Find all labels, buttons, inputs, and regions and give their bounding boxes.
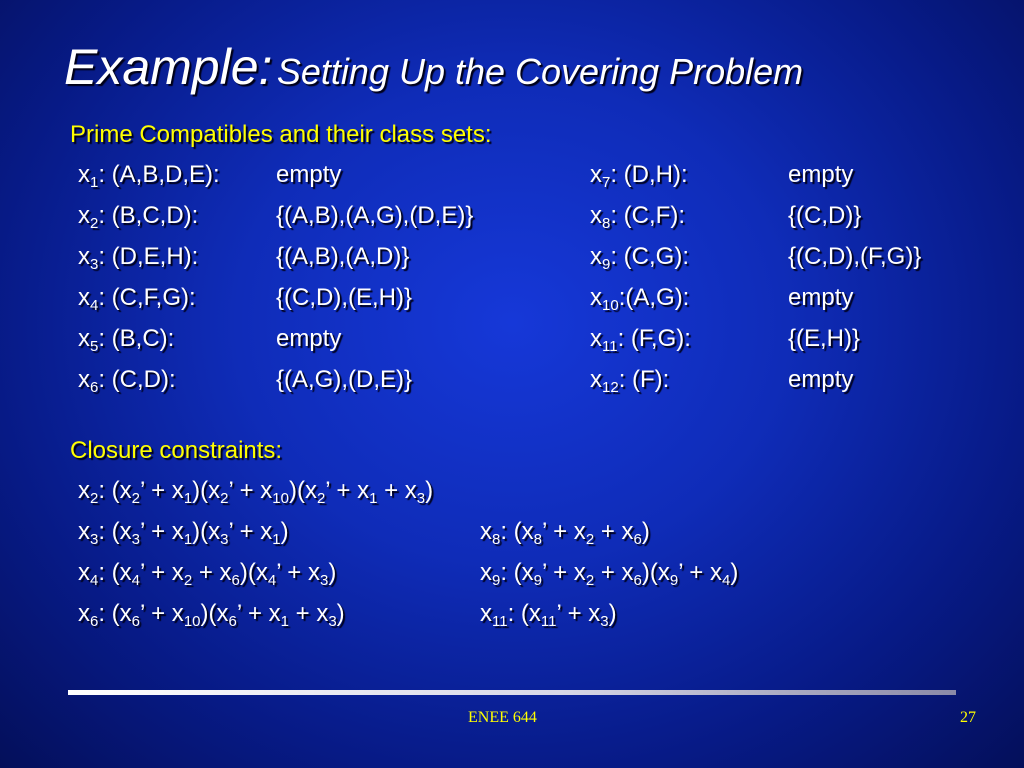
prime-compatible <box>590 202 685 230</box>
expression-text: x <box>480 559 492 586</box>
footer-page-number: 27 <box>960 709 976 726</box>
expression-text: + x <box>288 600 329 627</box>
closure-constraint <box>480 518 650 546</box>
closure-constraint <box>78 559 336 587</box>
expression-text: ’ + x <box>228 477 273 504</box>
expression-text: ’ + x <box>140 600 184 627</box>
footer-divider <box>68 690 956 695</box>
variable-name: x <box>78 161 90 188</box>
expression-subscript: 2 <box>131 490 141 507</box>
expression-text: )(x <box>192 477 221 504</box>
variable-name: x <box>590 325 602 352</box>
expression-subscript: 1 <box>280 613 289 630</box>
variable-subscript: 3 <box>90 256 99 273</box>
expression-subscript: 2 <box>90 490 99 507</box>
compatible-states: : (C,F,G): <box>98 284 196 311</box>
expression-text: )(x <box>200 600 229 627</box>
compatible-states: : (F): <box>618 366 670 393</box>
variable-name: x <box>590 161 602 188</box>
footer-course: ENEE 644 <box>468 709 537 726</box>
variable-name: x <box>590 284 602 311</box>
expression-text: ) <box>336 600 345 627</box>
expression-subscript: 2 <box>220 490 229 507</box>
expression-text: : (x <box>98 559 132 586</box>
expression-text: x <box>78 559 90 586</box>
expression-subscript: 3 <box>328 613 337 630</box>
variable-name: x <box>590 366 602 393</box>
expression-subscript: 2 <box>183 572 193 589</box>
expression-subscript: 1 <box>272 531 281 548</box>
expression-subscript: 6 <box>633 572 642 589</box>
prime-compatible <box>590 325 691 353</box>
expression-text: : (x <box>98 600 132 627</box>
section-heading-closure-constraints: Closure constraints: <box>70 437 283 464</box>
variable-subscript: 12 <box>602 379 619 396</box>
expression-subscript: 11 <box>540 613 557 630</box>
expression-subscript: 8 <box>492 531 501 548</box>
expression-text: )(x <box>288 477 317 504</box>
expression-text: ) <box>608 600 617 627</box>
expression-subscript: 6 <box>90 613 99 630</box>
prime-compatible <box>590 366 669 394</box>
expression-text: ’ + x <box>556 600 601 627</box>
expression-text: )(x <box>192 518 221 545</box>
compatible-states: : (C,D): <box>98 366 176 393</box>
expression-subscript: 10 <box>272 490 289 507</box>
expression-text: + x <box>192 559 232 586</box>
closure-constraint <box>480 600 617 628</box>
closure-constraint <box>78 477 433 505</box>
expression-text: : (x <box>98 518 132 545</box>
prime-compatible <box>78 284 196 312</box>
expression-text: ’ + x <box>228 518 273 545</box>
expression-text: + x <box>594 559 634 586</box>
variable-name: x <box>78 325 90 352</box>
expression-subscript: 8 <box>533 531 543 548</box>
expression-text: x <box>78 600 90 627</box>
variable-subscript: 4 <box>90 297 99 314</box>
expression-subscript: 9 <box>533 572 543 589</box>
expression-text: ’ + x <box>325 477 370 504</box>
class-set: empty <box>788 366 854 393</box>
expression-text: ’ + x <box>236 600 281 627</box>
expression-subscript: 3 <box>416 490 426 507</box>
variable-subscript: 6 <box>90 379 99 396</box>
class-set: empty <box>788 161 854 188</box>
variable-subscript: 7 <box>602 174 611 191</box>
prime-compatible <box>590 284 689 312</box>
compatible-states: : (B,C,D): <box>98 202 199 229</box>
expression-text: ) <box>280 518 289 545</box>
expression-subscript: 4 <box>90 572 99 589</box>
expression-subscript: 2 <box>316 490 326 507</box>
prime-compatible <box>78 325 174 353</box>
expression-text: ’ + x <box>542 559 586 586</box>
closure-constraint <box>480 559 738 587</box>
closure-constraint <box>78 518 289 546</box>
compatible-states: : (D,E,H): <box>98 243 199 270</box>
expression-text: x <box>480 600 492 627</box>
expression-subscript: 6 <box>131 613 141 630</box>
expression-text: )(x <box>641 559 670 586</box>
compatible-states: : (F,G): <box>617 325 691 352</box>
expression-text: : (x <box>98 477 132 504</box>
expression-text: ’ + x <box>542 518 586 545</box>
expression-subscript: 3 <box>90 531 99 548</box>
expression-text: ’ + x <box>140 518 184 545</box>
variable-name: x <box>590 243 602 270</box>
expression-subscript: 9 <box>492 572 501 589</box>
class-set: {(C,D),(E,H)} <box>276 284 413 311</box>
variable-name: x <box>78 243 90 270</box>
expression-text: ’ + x <box>678 559 722 586</box>
prime-compatible <box>78 243 198 271</box>
compatible-states: : (A,B,D,E): <box>98 161 220 188</box>
expression-subscript: 6 <box>231 572 240 589</box>
class-set: empty <box>788 284 854 311</box>
expression-subscript: 1 <box>183 531 193 548</box>
compatible-states: : (D,H): <box>610 161 688 188</box>
variable-subscript: 1 <box>90 174 99 191</box>
expression-text: ) <box>425 477 434 504</box>
expression-text: ) <box>641 518 650 545</box>
class-set: {(A,B),(A,D)} <box>276 243 410 270</box>
expression-subscript: 1 <box>369 490 378 507</box>
expression-text: : (x <box>500 559 534 586</box>
expression-subscript: 2 <box>585 572 595 589</box>
slide-title <box>64 38 803 96</box>
class-set: empty <box>276 325 342 352</box>
variable-name: x <box>590 202 602 229</box>
expression-subscript: 9 <box>669 572 679 589</box>
expression-text: )(x <box>239 559 268 586</box>
expression-text: ’ + x <box>140 477 184 504</box>
closure-constraint <box>78 600 345 628</box>
variable-subscript: 9 <box>602 256 611 273</box>
expression-subscript: 11 <box>492 613 508 630</box>
prime-compatible <box>590 243 689 271</box>
class-set: {(E,H)} <box>788 325 861 352</box>
expression-subscript: 10 <box>183 613 201 630</box>
expression-text: ) <box>328 559 337 586</box>
slide-title-rest: Setting Up the Covering Problem <box>276 51 804 92</box>
variable-subscript: 2 <box>90 215 99 232</box>
variable-subscript: 11 <box>602 338 618 355</box>
prime-compatible <box>78 161 220 189</box>
expression-text: ) <box>730 559 739 586</box>
expression-subscript: 6 <box>228 613 237 630</box>
prime-compatible <box>590 161 688 189</box>
expression-subscript: 4 <box>267 572 277 589</box>
variable-subscript: 5 <box>90 338 99 355</box>
expression-subscript: 4 <box>131 572 141 589</box>
variable-name: x <box>78 284 90 311</box>
compatible-states: : (C,G): <box>610 243 689 270</box>
section-heading-prime-compatibles: Prime Compatibles and their class sets: <box>70 121 492 148</box>
class-set: empty <box>276 161 342 188</box>
expression-subscript: 3 <box>220 531 229 548</box>
expression-subscript: 3 <box>131 531 141 548</box>
prime-compatible <box>78 202 198 230</box>
expression-text: + x <box>377 477 417 504</box>
class-set: {(C,D)} <box>788 202 862 229</box>
compatible-states: :(A,G): <box>618 284 690 311</box>
expression-text: x <box>480 518 492 545</box>
expression-text: ’ + x <box>140 559 184 586</box>
expression-text: : (x <box>500 518 534 545</box>
slide-title-prefix: Example: <box>64 39 273 95</box>
expression-text: ’ + x <box>276 559 320 586</box>
variable-subscript: 8 <box>602 215 611 232</box>
expression-subscript: 6 <box>633 531 642 548</box>
class-set: {(A,G),(D,E)} <box>276 366 413 393</box>
compatible-states: : (C,F): <box>610 202 685 229</box>
expression-text: : (x <box>507 600 541 627</box>
expression-text: + x <box>594 518 634 545</box>
expression-subscript: 4 <box>721 572 731 589</box>
expression-subscript: 3 <box>600 613 609 630</box>
class-set: {(A,B),(A,G),(D,E)} <box>276 202 474 229</box>
expression-subscript: 3 <box>319 572 329 589</box>
expression-subscript: 1 <box>183 490 193 507</box>
variable-subscript: 10 <box>602 297 619 314</box>
expression-subscript: 2 <box>585 531 595 548</box>
expression-text: x <box>78 518 90 545</box>
variable-name: x <box>78 366 90 393</box>
compatible-states: : (B,C): <box>98 325 175 352</box>
variable-name: x <box>78 202 90 229</box>
prime-compatible <box>78 366 176 394</box>
expression-text: x <box>78 477 90 504</box>
class-set: {(C,D),(F,G)} <box>788 243 922 270</box>
